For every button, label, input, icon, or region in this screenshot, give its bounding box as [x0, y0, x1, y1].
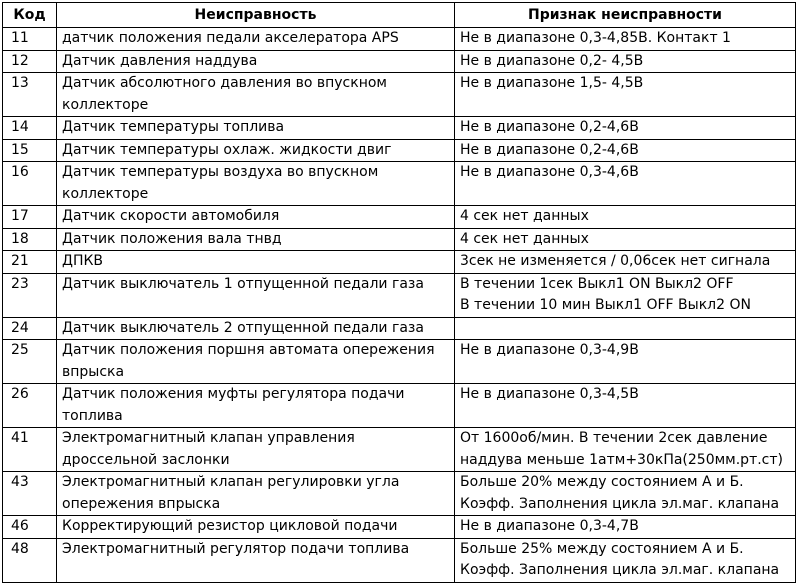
table-row [3, 317, 796, 340]
code-cell: 12 [3, 50, 57, 73]
code-cell: 14 [3, 117, 57, 140]
table-row [3, 28, 796, 51]
fault-cell: Датчик температуры топлива [57, 117, 455, 140]
sign-cell: Не в диапазоне 0,3-4,9В [455, 340, 796, 384]
table-row [3, 228, 796, 251]
code-cell: 11 [3, 28, 57, 51]
fault-cell: Датчик положения поршня автомата опережения впрыска [57, 340, 455, 384]
fault-cell: ДПКВ [57, 251, 455, 274]
code-cell: 41 [3, 428, 57, 472]
table-row [3, 139, 796, 162]
table-row [3, 428, 796, 472]
sign-cell: 4 сек нет данных [455, 228, 796, 251]
fault-cell: Датчик давления наддува [57, 50, 455, 73]
fault-cell: Электромагнитный клапан управления дроссельной заслонки [57, 428, 455, 472]
table-row [3, 384, 796, 428]
sign-cell: Не в диапазоне 0,2- 4,5В [455, 50, 796, 73]
sign-cell: В течении 1сек Выкл1 ON Выкл2 OFF В течении 10 мин Выкл1 OFF Выкл2 ON [455, 273, 796, 317]
fault-cell: Датчик выключатель 1 отпущенной педали газа [57, 273, 455, 317]
table-row [3, 73, 796, 117]
code-cell: 16 [3, 162, 57, 206]
fault-cell: Датчик положения вала тнвд [57, 228, 455, 251]
code-cell: 24 [3, 317, 57, 340]
code-cell: 13 [3, 73, 57, 117]
header-code: Код [3, 3, 57, 28]
table-body [3, 28, 796, 583]
code-cell: 46 [3, 516, 57, 539]
sign-cell: Не в диапазоне 0,3-4,7В [455, 516, 796, 539]
table-row [3, 472, 796, 516]
fault-cell: Датчик температуры воздуха во впускном коллекторе [57, 162, 455, 206]
sign-cell: 3сек не изменяется / 0,06сек нет сигнала [455, 251, 796, 274]
code-cell: 43 [3, 472, 57, 516]
table-header [3, 3, 796, 28]
sign-cell: Не в диапазоне 1,5- 4,5В [455, 73, 796, 117]
sign-cell: Не в диапазоне 0,3-4,85В. Контакт 1 [455, 28, 796, 51]
header-fault: Неисправность [57, 3, 455, 28]
sign-cell: Больше 25% между состоянием А и Б. Коэфф. Заполнения цикла эл.маг. клапана [455, 538, 796, 582]
table-row [3, 251, 796, 274]
fault-cell: Датчик температуры охлаж. жидкости двиг [57, 139, 455, 162]
table-row [3, 538, 796, 582]
code-cell: 23 [3, 273, 57, 317]
table-row [3, 50, 796, 73]
code-cell: 17 [3, 206, 57, 229]
sign-cell: Не в диапазоне 0,3-4,5В [455, 384, 796, 428]
fault-cell: Датчик положения муфты регулятора подачи топлива [57, 384, 455, 428]
header-sign: Признак неисправности [455, 3, 796, 28]
table-row [3, 162, 796, 206]
sign-cell: Не в диапазоне 0,3-4,6В [455, 162, 796, 206]
table-row [3, 117, 796, 140]
fault-cell: Корректирующий резистор цикловой подачи [57, 516, 455, 539]
fault-cell: датчик положения педали акселератора APS [57, 28, 455, 51]
table-row [3, 273, 796, 317]
header-row [3, 3, 796, 28]
fault-cell: Электромагнитный регулятор подачи топлива [57, 538, 455, 582]
sign-cell: 4 сек нет данных [455, 206, 796, 229]
fault-cell: Датчик абсолютного давления во впускном коллекторе [57, 73, 455, 117]
table-row [3, 340, 796, 384]
sign-cell: Не в диапазоне 0,2-4,6В [455, 139, 796, 162]
code-cell: 25 [3, 340, 57, 384]
code-cell: 21 [3, 251, 57, 274]
sign-cell [455, 317, 796, 340]
fault-cell: Датчик выключатель 2 отпущенной педали газа [57, 317, 455, 340]
fault-codes-table [2, 2, 796, 583]
table-row [3, 516, 796, 539]
sign-cell: От 1600об/мин. В течении 2сек давление наддува меньше 1атм+30кПа(250мм.рт.ст) [455, 428, 796, 472]
fault-cell: Электромагнитный клапан регулировки угла опережения впрыска [57, 472, 455, 516]
table-row [3, 206, 796, 229]
code-cell: 48 [3, 538, 57, 582]
code-cell: 26 [3, 384, 57, 428]
code-cell: 18 [3, 228, 57, 251]
fault-cell: Датчик скорости автомобиля [57, 206, 455, 229]
sign-cell: Не в диапазоне 0,2-4,6В [455, 117, 796, 140]
code-cell: 15 [3, 139, 57, 162]
sign-cell: Больше 20% между состоянием А и Б. Коэфф. Заполнения цикла эл.маг. клапана [455, 472, 796, 516]
